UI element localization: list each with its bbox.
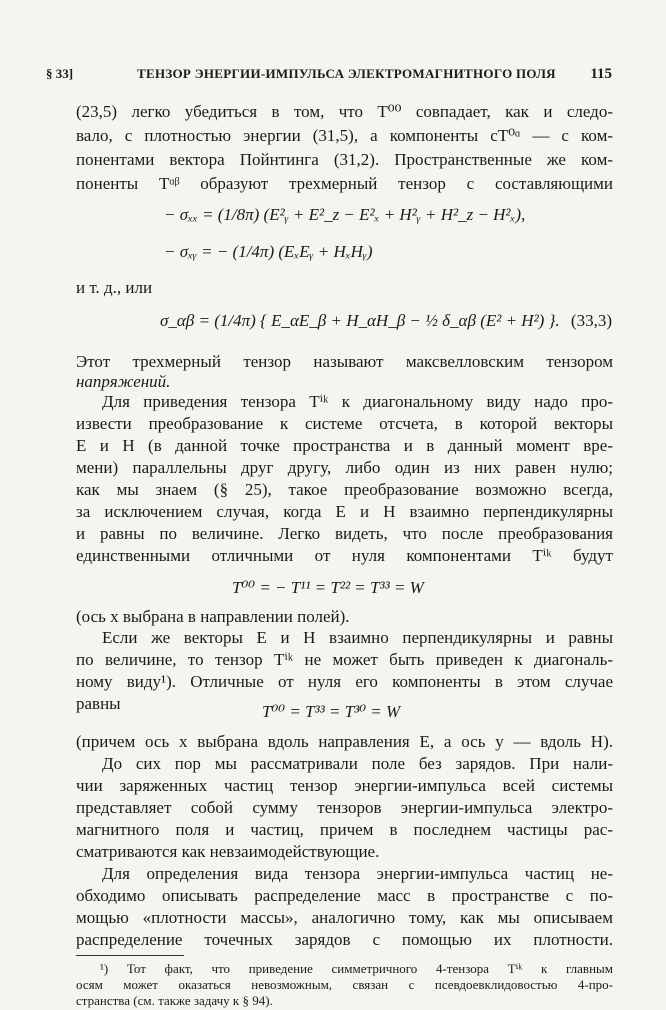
body-line: ному виду¹). Отличные от нуля его компоненты в этом случае xyxy=(76,672,613,691)
page-number: 115 xyxy=(590,66,612,82)
body-line: напряжений. xyxy=(76,372,171,391)
body-line: единственными отличными от нуля компонентами Tⁱᵏ будут xyxy=(76,546,613,565)
body-line: Для определения вида тензора энергии-импульса частиц не- xyxy=(102,864,613,883)
body-line: и равны по величине. Легко видеть, что после преобразования xyxy=(76,524,613,543)
body-line: извести преобразование к системе отсчета, в которой векторы xyxy=(76,414,613,433)
equation-sigma-xy: − σₓᵧ = − (1/4π) (EₓEᵧ + HₓHᵧ) xyxy=(164,242,373,261)
equation-sigma-alpha-beta: σ_αβ = (1/4π) { E_αE_β + H_αH_β − ½ δ_αβ (E² + H²) }. xyxy=(160,311,560,330)
body-line: магнитного поля и частиц, причем в последнем частицы рас- xyxy=(76,820,613,839)
running-title: ТЕНЗОР ЭНЕРГИИ-ИМПУЛЬСА ЭЛЕКТРОМАГНИТНОГО ПОЛЯ xyxy=(137,66,556,81)
equation-diagonal-perpendicular: T⁰⁰ = T³³ = T³⁰ = W xyxy=(262,702,401,721)
body-line: вало, с плотностью энергии (31,5), а компоненты cT⁰ᵅ — с ком- xyxy=(76,126,613,145)
footnote-line: ¹) Тот факт, что приведение симметричного 4-тензора Tⁱᵏ к главным xyxy=(100,961,613,976)
body-line: сматриваются как невзаимодействующие. xyxy=(76,842,380,861)
section-reference: § 33] xyxy=(46,66,74,81)
body-line: чии заряженных частиц тензор энергии-импульса всей системы xyxy=(76,776,613,795)
body-line: E и H (в данной точке пространства и в данный момент вре- xyxy=(76,436,613,455)
running-header xyxy=(46,66,612,86)
body-line: представляет собой сумму тензоров энергии-импульса электро- xyxy=(76,798,613,817)
equation-number: (33,3) xyxy=(570,311,612,330)
body-line: понентами вектора Пойнтинга (31,2). Пространственные же ком- xyxy=(76,150,613,169)
body-line: обходимо описывать распределение масс в пространстве с по- xyxy=(76,886,613,905)
equation-sigma-xx: − σₓₓ = (1/8π) (E²ᵧ + E²_z − E²ₓ + H²ᵧ + H²_z − H²ₓ), xyxy=(164,205,526,224)
body-line: поненты Tᵅᵝ образуют трехмерный тензор с составляющими xyxy=(76,174,613,193)
body-line: за исключением случая, когда E и H взаимно перпендикулярны xyxy=(76,502,613,521)
equation-diagonal-parallel: T⁰⁰ = − T¹¹ = T²² = T³³ = W xyxy=(232,578,424,597)
body-line: Для приведения тензора Tⁱᵏ к диагональному виду надо про- xyxy=(102,392,613,411)
body-line: (ось x выбрана в направлении полей). xyxy=(76,607,350,626)
body-line: До сих пор мы рассматривали поле без зарядов. При нали- xyxy=(102,754,613,773)
body-line: как мы знаем (§ 25), такое преобразование возможно всегда, xyxy=(76,480,613,499)
body-line: (причем ось x выбрана вдоль направления E, а ось y — вдоль H). xyxy=(76,732,613,751)
footnote-line: осям может оказаться невозможным, связан с псевдоевклидовостью 4-про- xyxy=(76,977,613,992)
body-line: Этот трехмерный тензор называют максвелловским тензором xyxy=(76,352,613,371)
body-line: мощью «плотности массы», аналогично тому, как мы описываем xyxy=(76,908,613,927)
body-line: по величине, то тензор Tⁱᵏ не может быть приведен к диагональ- xyxy=(76,650,613,669)
body-line: равны xyxy=(76,694,121,713)
body-line: Если же векторы E и H взаимно перпендикулярны и равны xyxy=(102,628,613,647)
footnote-line: странства (см. также задачу к § 94). xyxy=(76,993,273,1008)
footnote-rule xyxy=(76,955,184,956)
body-line: (23,5) легко убедиться в том, что T⁰⁰ совпадает, как и следо- xyxy=(76,102,613,121)
body-line: распределение точечных зарядов с помощью их плотности. xyxy=(76,930,613,949)
body-line: мени) параллельны друг другу, либо один из них равен нулю; xyxy=(76,458,613,477)
body-line: и т. д., или xyxy=(76,278,153,297)
